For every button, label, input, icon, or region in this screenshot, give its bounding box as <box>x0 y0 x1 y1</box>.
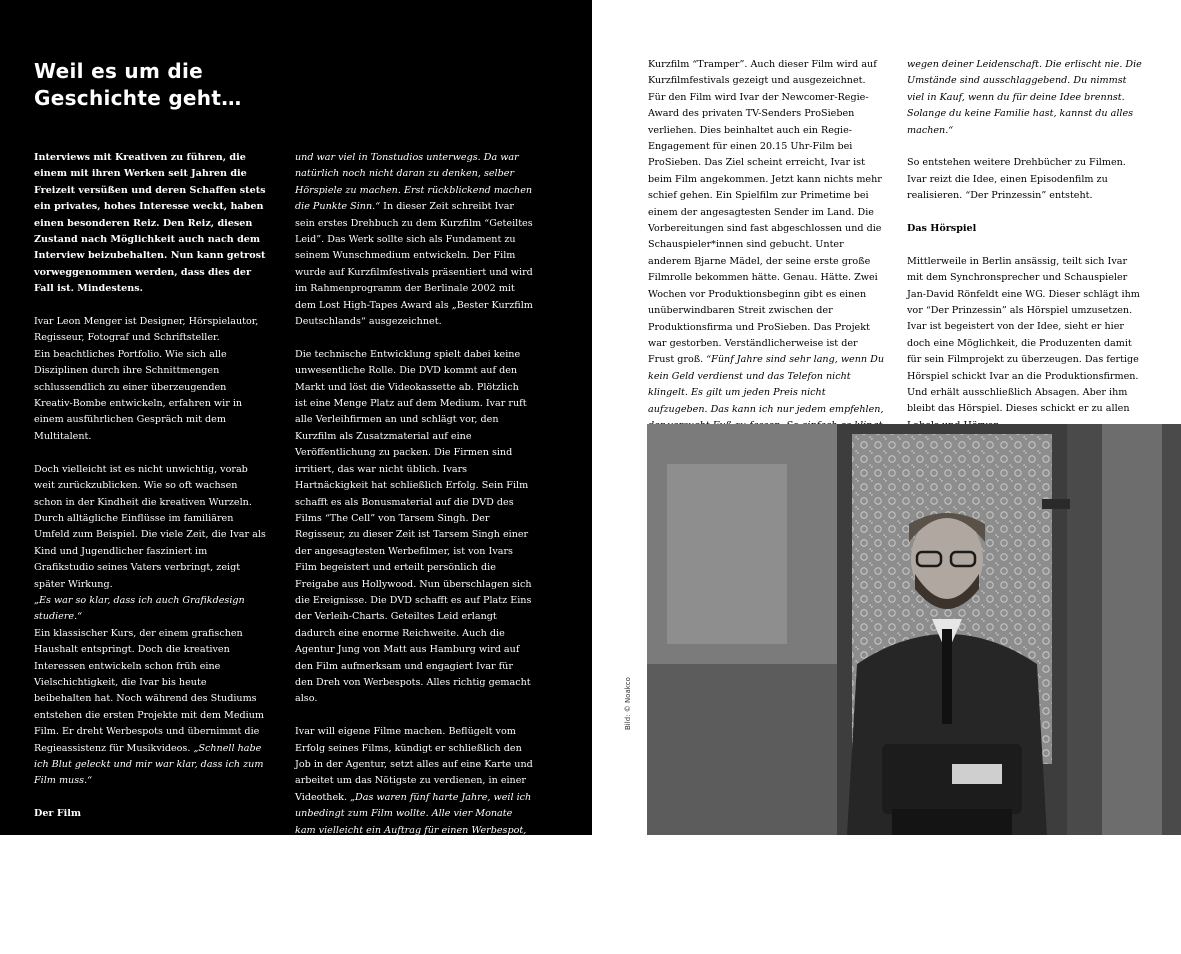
portrait-illustration <box>647 424 1181 835</box>
paragraph: Die technische Entwicklung spielt dabei keine unwesentliche Rolle. Die DVD kommt auf den Markt und löst die Videokassette ab. Plötzlich ist eine Menge Platz auf dem Medium. Ivar ruft alle Verleihfirmen an und schlägt vor, den Kurzfilm als Zusatzmaterial auf eine Veröffentlichung zu packen. Die Firmen sind irritiert, das war nicht üblich. Ivars Hartnäckigkeit hat schließlich Erfolg. Sein Film schafft es als Bonusmaterial auf die DVD des Films “The Cell” von Tarsem Singh. Der Regisseur, zu dieser Zeit ist Tarsem Singh einer der angesagtesten Werbefilmer, ist von Ivars Film begeistert und erteilt persönlich die Freigabe aus Hollywood. Nun überschlagen sich die Ereignisse. Die DVD schafft es auf Platz Eins der Verleih-Charts. Geteiltes Leid erlangt dadurch eine enorme Reichweite. Auch die Agentur Jung von Matt aus Hamburg wird auf den Film aufmerksam und engagiert Ivar für den Dreh von Werbespots. Alles richtig gemacht also. <box>295 348 532 705</box>
quote: „Schnell habe ich Blut geleckt und mir war klar, dass ich zum Film muss.“ <box>34 742 264 787</box>
quote: „Es war so klar, dass ich auch Grafikdesign studiere.“ <box>34 594 245 623</box>
paragraph-with-quote <box>648 57 886 467</box>
article-title <box>34 58 334 112</box>
paragraph-with-quote <box>34 626 266 790</box>
quote: und war viel in Tonstudios unterwegs. Da war natürlich noch nicht daran zu denken, selber Hörspiele zu machen. Erst rückblickend machen die Punkte Sinn.“ <box>295 152 533 213</box>
quote: wegen deiner Leidenschaft. Die erlischt nie. Die Umstände sind ausschlaggebend. Du nimmst viel in Kauf, wenn du für deine Idee brennst. Solange du keine Familie hast, kannst du alles machen.“ <box>907 59 1142 136</box>
section-heading-hoerspiel: Das Hörspiel <box>907 223 977 235</box>
section-heading-film: Der Film <box>34 808 82 820</box>
paragraph: Ein beachtliches Portfolio. Wie sich alle Disziplinen durch ihre Schnittmengen schlussendlich zu einer überzeugenden Kreativ-Bombe entwickeln, erfahren wir in einem ausführlichen Gespräch mit dem Multitalent. <box>34 348 243 442</box>
paragraph-text: Währenddessen entsteht sein <box>367 857 511 869</box>
quote: „Bild hatte ich ja nun gelernt, aber schreiben konnte ich meines Erachtens noch nicht. Um dies zu ändern, bekam ich die Möglichkeit, in einer Frankfurter Agentur als Werbetexter zu arbeiten. Ich habe gelernt Dialoge zu schreiben <box>34 841 257 935</box>
text-column-3 <box>648 57 886 484</box>
quote: „Das waren fünf harte Jahre, weil ich unbedingt zum Film wollte. Alle vier Monate kam vielleicht ein Auftrag für einen Werbespot, der mich vielleicht zwei Monate über Wasser gehalten hat.“ <box>295 791 532 869</box>
paragraph-with-quote <box>295 724 533 872</box>
photo-credit: Bild: © Noakco <box>624 677 632 730</box>
text-column-4 <box>907 57 1145 451</box>
paragraph-text: Kurzfilm “Tramper”. Auch dieser Film wird auf Kurzfilmfestivals gezeigt und ausgezeichnet. Für den Film wird Ivar der Newcomer-Regie-Award des privaten TV-Senders ProSieben verliehen. Dies beinhaltet auch ein Regie-Engagement für einen 20.15 Uhr-Film bei ProSieben. Das Ziel scheint erreicht, Ivar ist beim Film angekommen. Jetzt kann nichts mehr schief gehen. Ein Spielfilm zur Primetime bei einem der angesagtesten Sender im Land. Die Vorbereitungen sind fast abgeschlossen und die Schauspieler*innen sind gebucht. Unter anderem Bjarne Mädel, der seine erste große Filmrolle bekommen hätte. Genau. Hätte. Zwei Wochen vor Produktionsbeginn gibt es einen unüberwindbaren Streit zwischen der Produktionsfirma und ProSieben. Das Projekt war gestorben. Verständlicherweise ist der Frust groß. <box>648 59 882 366</box>
title-line-2: Geschichte geht… <box>34 86 242 110</box>
portrait-photo <box>647 424 1181 835</box>
paragraph: So entstehen weitere Drehbücher zu Filmen. Ivar reizt die Idee, einen Episodenfilm zu realisieren. “Der Prinzessin” entsteht. <box>907 157 1126 202</box>
paragraph-text: In dieser Zeit schreibt Ivar sein erstes Drehbuch zu dem Kurzfilm “Geteiltes Leid”. Das Werk sollte sich als Fundament zu seinem Wunschmedium entwickeln. Der Film wurde auf Kurzfilmfestivals präsentiert und wird im Rahmenprogramm der Berlinale 2002 mit dem Lost High-Tapes Award als „Bester Kurzfilm Deutschlands“ ausgezeichnet. <box>295 201 533 328</box>
paragraph-with-quote <box>295 150 533 330</box>
intro-paragraph: Interviews mit Kreativen zu führen, die einem mit ihren Werken seit Jahren die Freizeit versüßen und deren Schaffen stets ein privates, hohes Interesse weckt, haben einen besonderen Reiz. Den Reiz, diesen Zustand nach Möglichkeit auch nach dem Interview beizubehalten. Nun kann getrost vorweggenommen werden, dass dies der Fall ist. Mindestens. <box>34 152 266 295</box>
quote: “Fünf Jahre sind sehr lang, wenn Du kein Geld verdienst und das Telefon nicht klingelt. Es gilt um jeden Preis nicht aufzugeben. Das kann ich nur jedem empfehlen, <box>648 354 885 415</box>
paragraph: Mittlerweile in Berlin ansässig, teilt sich Ivar mit dem Synchronsprecher und Schauspieler Jan-David Rönfeldt eine WG. Dieser schlägt ihm vor “Der Prinzessin” als Hörspiel umzusetzen. Ivar ist begeistert von der Idee, sieht er hier doch eine Möglichkeit, die Produzenten damit für sein Filmprojekt zu überzeugen. Das fertige Hörspiel schickt Ivar an die Produktionsfirmen. Und erhält ausschließlich Absagen. Aber ihm bleibt das Hörspiel. Dieses schickt er zu allen <box>907 255 1140 415</box>
text-column-2 <box>295 150 533 888</box>
paragraph-text: Ein klassischer Kurs, der einem grafischen Haushalt entspringt. Doch die kreativen Interessen entwickeln schon früh eine Vielschichtigkeit, die Ivar bis heute beibehalten hat. Noch während des Studiums entstehen die ersten Projekte mit dem Medium Film. Er dreht Werbespots und übernimmt die Regieassistenz für Musikvideos. <box>34 627 265 754</box>
paragraph-text: Ivar will eigene Filme machen. Beflügelt vom Erfolg seines Films, kündigt er schließlich den Job in der Agentur, setzt alles auf eine Karte und arbeitet um das Nötigste zu verdienen, in einer Videothek. <box>295 726 533 803</box>
title-line-1: Weil es um die <box>34 59 203 83</box>
left-page <box>0 0 592 935</box>
paragraph: Ivar Leon Menger ist Designer, Hörspielautor, Regisseur, Fotograf und Schriftsteller. <box>34 316 259 344</box>
text-column-1 <box>34 150 266 954</box>
paragraph: Doch vielleicht ist es nicht unwichtig, vorab weit zurückzublicken. Wie so oft wachsen schon in der Kindheit die kreativen Wurzeln. Durch alltägliche Einflüsse im familiären Umfeld zum Beispiel. Die viele Zeit, die Ivar als Kind und Jugendlicher fasziniert im Grafikstudio seines Vaters verbringt, zeigt später Wirkung. <box>34 463 266 590</box>
